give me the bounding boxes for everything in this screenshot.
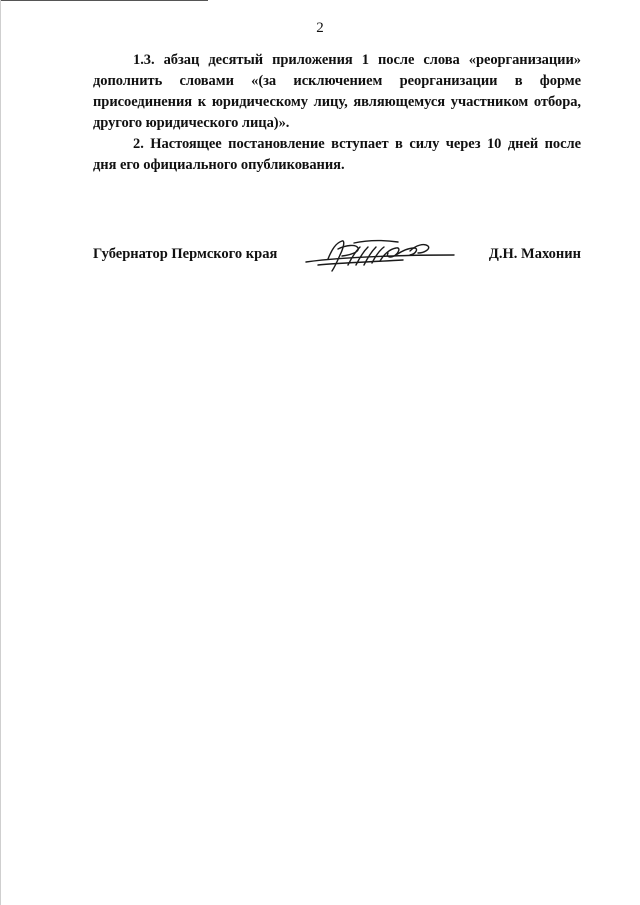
scan-edge-left bbox=[0, 0, 1, 905]
document-body bbox=[93, 50, 581, 176]
paragraph-effective-date: 2. Настоящее постановление вступает в силу через 10 дней после дня его официального опубликования. bbox=[93, 136, 581, 173]
page-number: 2 bbox=[316, 20, 324, 36]
scan-edge-top bbox=[0, 0, 208, 1]
handwritten-signature bbox=[298, 235, 458, 275]
signature-block bbox=[93, 235, 581, 275]
paragraph-amendment: 1.3. абзац десятый приложения 1 после слова «реорганизации» дополнить словами «(за исключением реорганизации в форме присоединения к юридическому лицу, являющемуся участником отбора, другого юридического лица)». bbox=[93, 52, 581, 131]
signatory-title: Губернатор Пермского края bbox=[93, 246, 278, 262]
signatory-name: Д.Н. Махонин bbox=[488, 246, 581, 262]
